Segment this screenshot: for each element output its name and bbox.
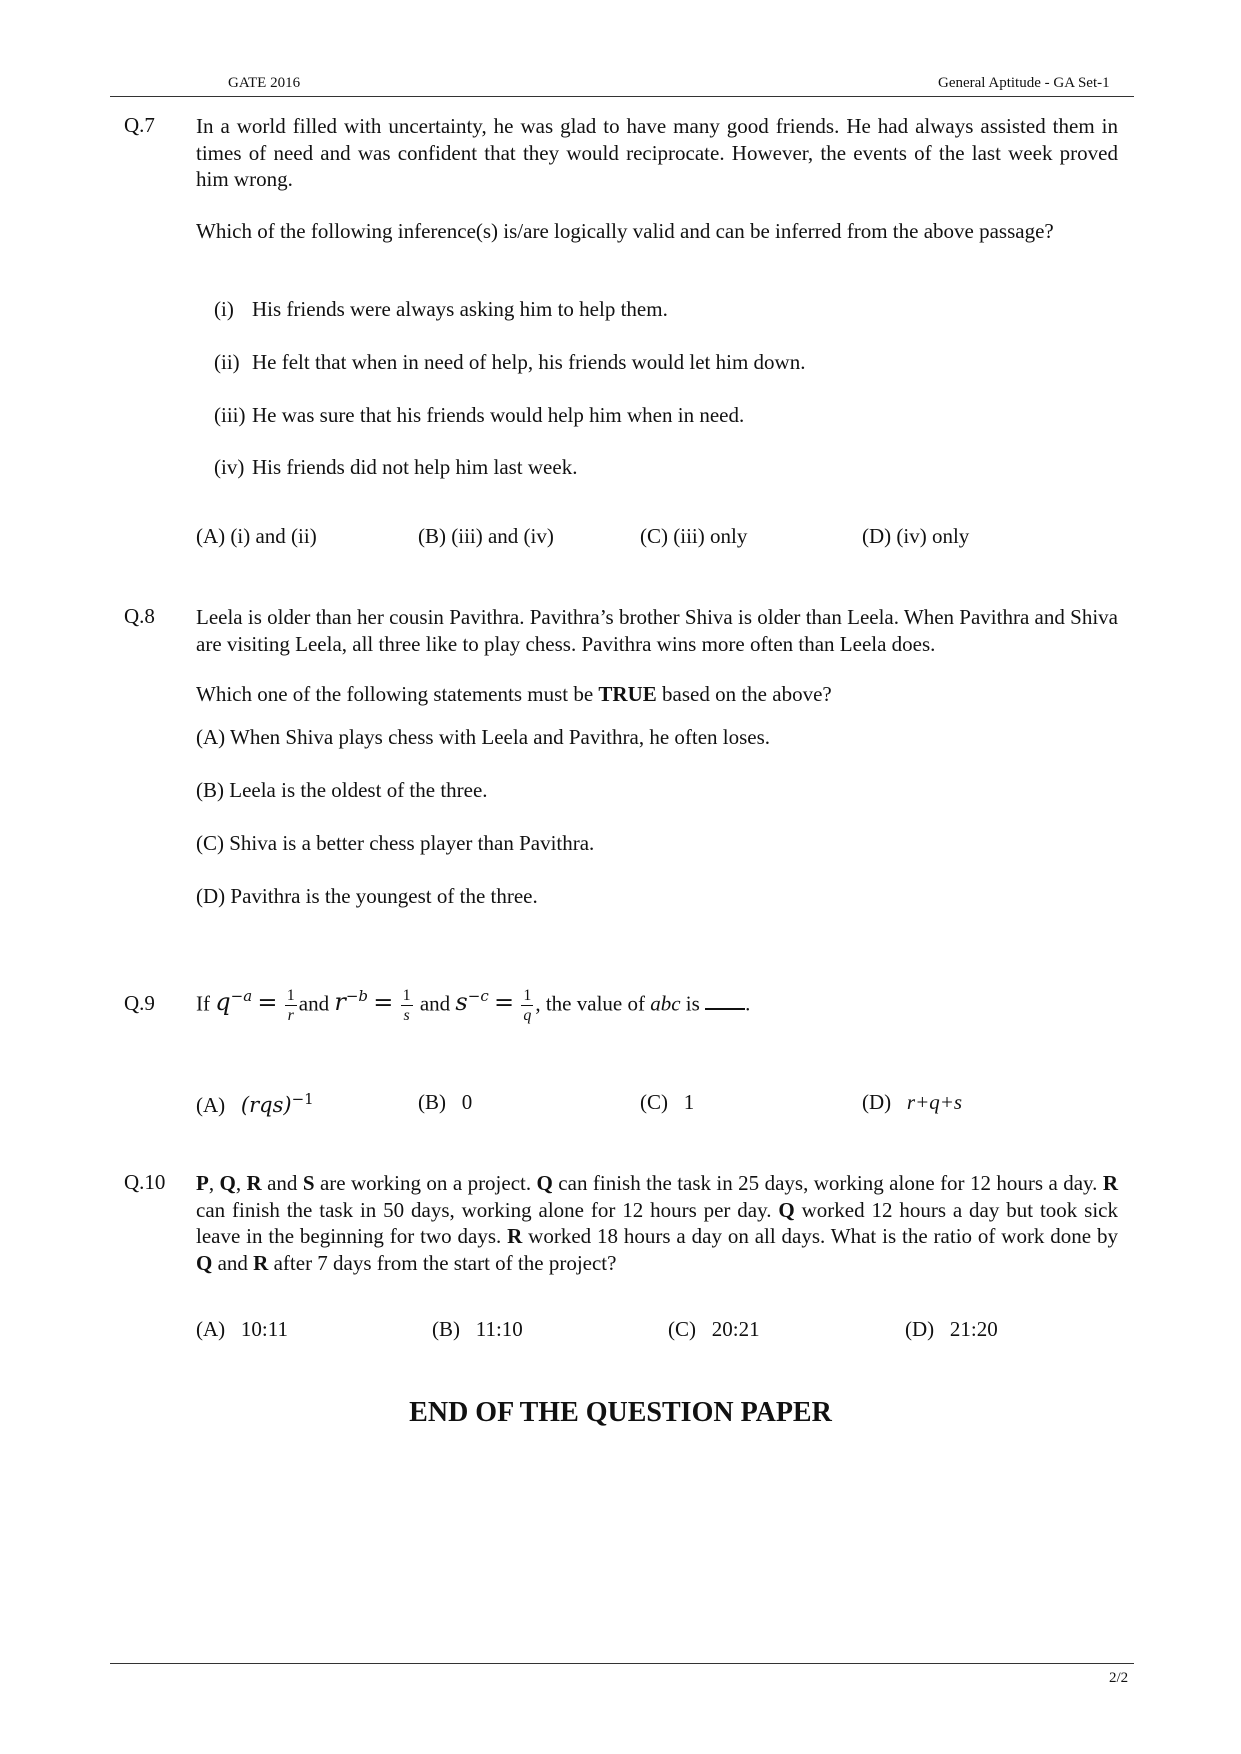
q10-q: Q bbox=[536, 1171, 553, 1195]
q9-tail-pre: , the value of bbox=[535, 991, 651, 1016]
q10-t3: and bbox=[261, 1171, 303, 1195]
q10-option-d-label: (D) bbox=[905, 1317, 935, 1341]
q10-t6: can finish the task in 50 days, working alone for 12 hours per day. bbox=[196, 1197, 779, 1222]
header-exam-name: GATE 2016 bbox=[228, 75, 301, 91]
q10-t7: worked 12 hours a day but took sick leave in the beginning for two days. bbox=[196, 1197, 1118, 1248]
q9-option-a-label: (A) bbox=[196, 1093, 226, 1117]
q7-question: Which of the following inference(s) is/are logically valid and can be inferred from the above passage? bbox=[196, 219, 1054, 243]
q9-and-2: and bbox=[419, 991, 451, 1016]
q8-question-post: based on the above? bbox=[656, 682, 832, 706]
q8-option-d: (D) Pavithra is the youngest of the three. bbox=[196, 884, 538, 908]
q10-option-c-value: 20:21 bbox=[711, 1317, 760, 1341]
statement-text: His friends were always asking him to help them. bbox=[252, 297, 668, 321]
q9-equals-2: = bbox=[373, 988, 394, 1017]
statement-label: (ii) bbox=[214, 350, 240, 374]
q9-and-1: and bbox=[298, 991, 330, 1016]
q9-option-c-label: (C) bbox=[640, 1090, 668, 1114]
q9-fraction-3 bbox=[521, 986, 533, 1025]
q10-t4: are working on a project. bbox=[314, 1171, 537, 1195]
q9-option-d bbox=[862, 1090, 962, 1115]
q9-fraction-2 bbox=[401, 986, 413, 1025]
question-number-8: Q.8 bbox=[124, 604, 155, 628]
question-number-9: Q.9 bbox=[124, 991, 155, 1015]
q8-question bbox=[196, 682, 832, 707]
question-number-10: Q.10 bbox=[124, 1170, 166, 1194]
q10-p: P bbox=[196, 1171, 209, 1195]
q10-r: R bbox=[507, 1224, 523, 1248]
q9-equals-3: = bbox=[493, 988, 515, 1017]
q10-option-b bbox=[432, 1317, 523, 1342]
q9-option-d-label: (D) bbox=[862, 1090, 892, 1114]
statement-text: He was sure that his friends would help him when in need. bbox=[252, 403, 745, 427]
q9-q-term bbox=[215, 988, 252, 1016]
q10-option-d bbox=[905, 1317, 998, 1342]
statement-label: (iii) bbox=[214, 403, 246, 427]
q8-option-b: (B) Leela is the oldest of the three. bbox=[196, 778, 488, 802]
q10-r: R bbox=[1102, 1171, 1119, 1195]
statement-text: His friends did not help him last week. bbox=[252, 455, 578, 479]
q9-option-b bbox=[418, 1090, 472, 1115]
q9-option-a-value bbox=[240, 1090, 314, 1117]
q10-option-b-label: (B) bbox=[432, 1317, 460, 1341]
q10-t2: , bbox=[235, 1171, 247, 1195]
q7-statement-3 bbox=[214, 403, 744, 428]
q8-option-a: (A) When Shiva plays chess with Leela and Pavithra, he often loses. bbox=[196, 725, 771, 749]
q8-passage: Leela is older than her cousin Pavithra. Pavithra’s brother Shiva is older than Leela. When Pavithra and Shiva are visiting Leela, all three like to play chess. Pavithra wins more often than Leela does. bbox=[196, 605, 1118, 656]
q9-s-term bbox=[455, 988, 488, 1016]
q10-option-d-value: 21:20 bbox=[949, 1317, 998, 1341]
q9-r-base: r bbox=[334, 988, 346, 1017]
q9-frac3-den: q bbox=[523, 1007, 532, 1024]
q9-option-b-label: (B) bbox=[418, 1090, 446, 1114]
q8-question-bold: TRUE bbox=[598, 682, 657, 706]
q10-option-a-label: (A) bbox=[196, 1317, 226, 1341]
q9-s-exp: −c bbox=[467, 987, 489, 1006]
q10-q: Q bbox=[196, 1250, 213, 1275]
statement-label: (iv) bbox=[214, 455, 245, 479]
q9-option-a-base: (rqs) bbox=[240, 1093, 292, 1117]
q10-option-a bbox=[196, 1317, 288, 1342]
q9-if: If bbox=[196, 991, 210, 1016]
q10-s: S bbox=[302, 1171, 315, 1195]
q8-option-c: (C) Shiva is a better chess player than Pavithra. bbox=[196, 831, 595, 855]
q9-option-c-value: 1 bbox=[683, 1090, 695, 1114]
q7-passage: In a world filled with uncertainty, he was glad to have many good friends. He had always assisted them in times of need and was confident that they would reciprocate. However, the events of the last week proved him wrong. bbox=[196, 114, 1118, 191]
q9-equals-1: = bbox=[257, 988, 278, 1017]
header-rule bbox=[110, 96, 1134, 97]
q10-r: R bbox=[253, 1250, 269, 1275]
q7-statement-1 bbox=[214, 297, 668, 322]
q10-option-c-label: (C) bbox=[668, 1317, 696, 1341]
q9-r-exp: −b bbox=[345, 987, 368, 1006]
header-section-name: General Aptitude - GA Set-1 bbox=[938, 75, 1110, 91]
footer-rule bbox=[110, 1663, 1134, 1664]
q9-period: . bbox=[745, 991, 751, 1016]
q9-r-term bbox=[334, 988, 368, 1016]
q10-t8: worked 18 hours a day on all days. What is the ratio of work done by bbox=[522, 1224, 1118, 1248]
q7-statement-4 bbox=[214, 455, 577, 480]
q10-option-b-value: 11:10 bbox=[475, 1317, 523, 1341]
q9-s-base: s bbox=[455, 988, 468, 1017]
q10-t5: can finish the task in 25 days, working alone for 12 hours a day. bbox=[552, 1171, 1103, 1195]
q7-option-b: (B) (iii) and (iv) bbox=[418, 524, 554, 548]
q9-q-exp: −a bbox=[230, 987, 253, 1006]
q8-question-pre: Which one of the following statements must be bbox=[196, 682, 599, 706]
end-of-paper-heading: END OF THE QUESTION PAPER bbox=[409, 1397, 832, 1428]
q10-passage bbox=[196, 1170, 1118, 1276]
q9-frac1-num: 1 bbox=[286, 987, 295, 1004]
q9-answer-blank bbox=[705, 992, 745, 1010]
q10-r: R bbox=[246, 1171, 262, 1195]
q9-tail-post: is bbox=[680, 991, 700, 1016]
question-number-7: Q.7 bbox=[124, 113, 155, 137]
q9-option-c bbox=[640, 1090, 694, 1115]
q10-t9: and bbox=[212, 1250, 254, 1275]
q7-statement-2 bbox=[214, 350, 805, 375]
q9-q-base: q bbox=[215, 988, 231, 1017]
q10-option-a-value: 10:11 bbox=[240, 1317, 288, 1341]
q9-option-b-value: 0 bbox=[461, 1090, 473, 1114]
q9-frac2-den: s bbox=[403, 1007, 410, 1024]
q9-fraction-1 bbox=[285, 986, 297, 1025]
q9-option-a bbox=[196, 1090, 314, 1118]
q10-t10: after 7 days from the start of the project? bbox=[268, 1250, 617, 1275]
q9-tail-var: abc bbox=[650, 991, 681, 1016]
q7-option-d: (D) (iv) only bbox=[862, 524, 970, 548]
statement-text: He felt that when in need of help, his friends would let him down. bbox=[252, 350, 806, 374]
q10-t1: , bbox=[208, 1171, 220, 1195]
q9-equation bbox=[196, 986, 750, 1025]
statement-label: (i) bbox=[214, 297, 234, 321]
page-number: 2/2 bbox=[1109, 1670, 1129, 1686]
q10-option-c bbox=[668, 1317, 760, 1342]
q7-option-a: (A) (i) and (ii) bbox=[196, 524, 317, 548]
q9-frac3-num: 1 bbox=[523, 987, 532, 1004]
q10-q: Q bbox=[778, 1197, 795, 1222]
q7-option-c: (C) (iii) only bbox=[640, 524, 748, 548]
q9-option-d-value: r+q+s bbox=[906, 1090, 963, 1114]
q9-option-a-exp: −1 bbox=[291, 1090, 314, 1108]
q9-frac1-den: r bbox=[287, 1007, 294, 1024]
q10-q: Q bbox=[219, 1171, 236, 1195]
q9-frac2-num: 1 bbox=[402, 987, 411, 1004]
